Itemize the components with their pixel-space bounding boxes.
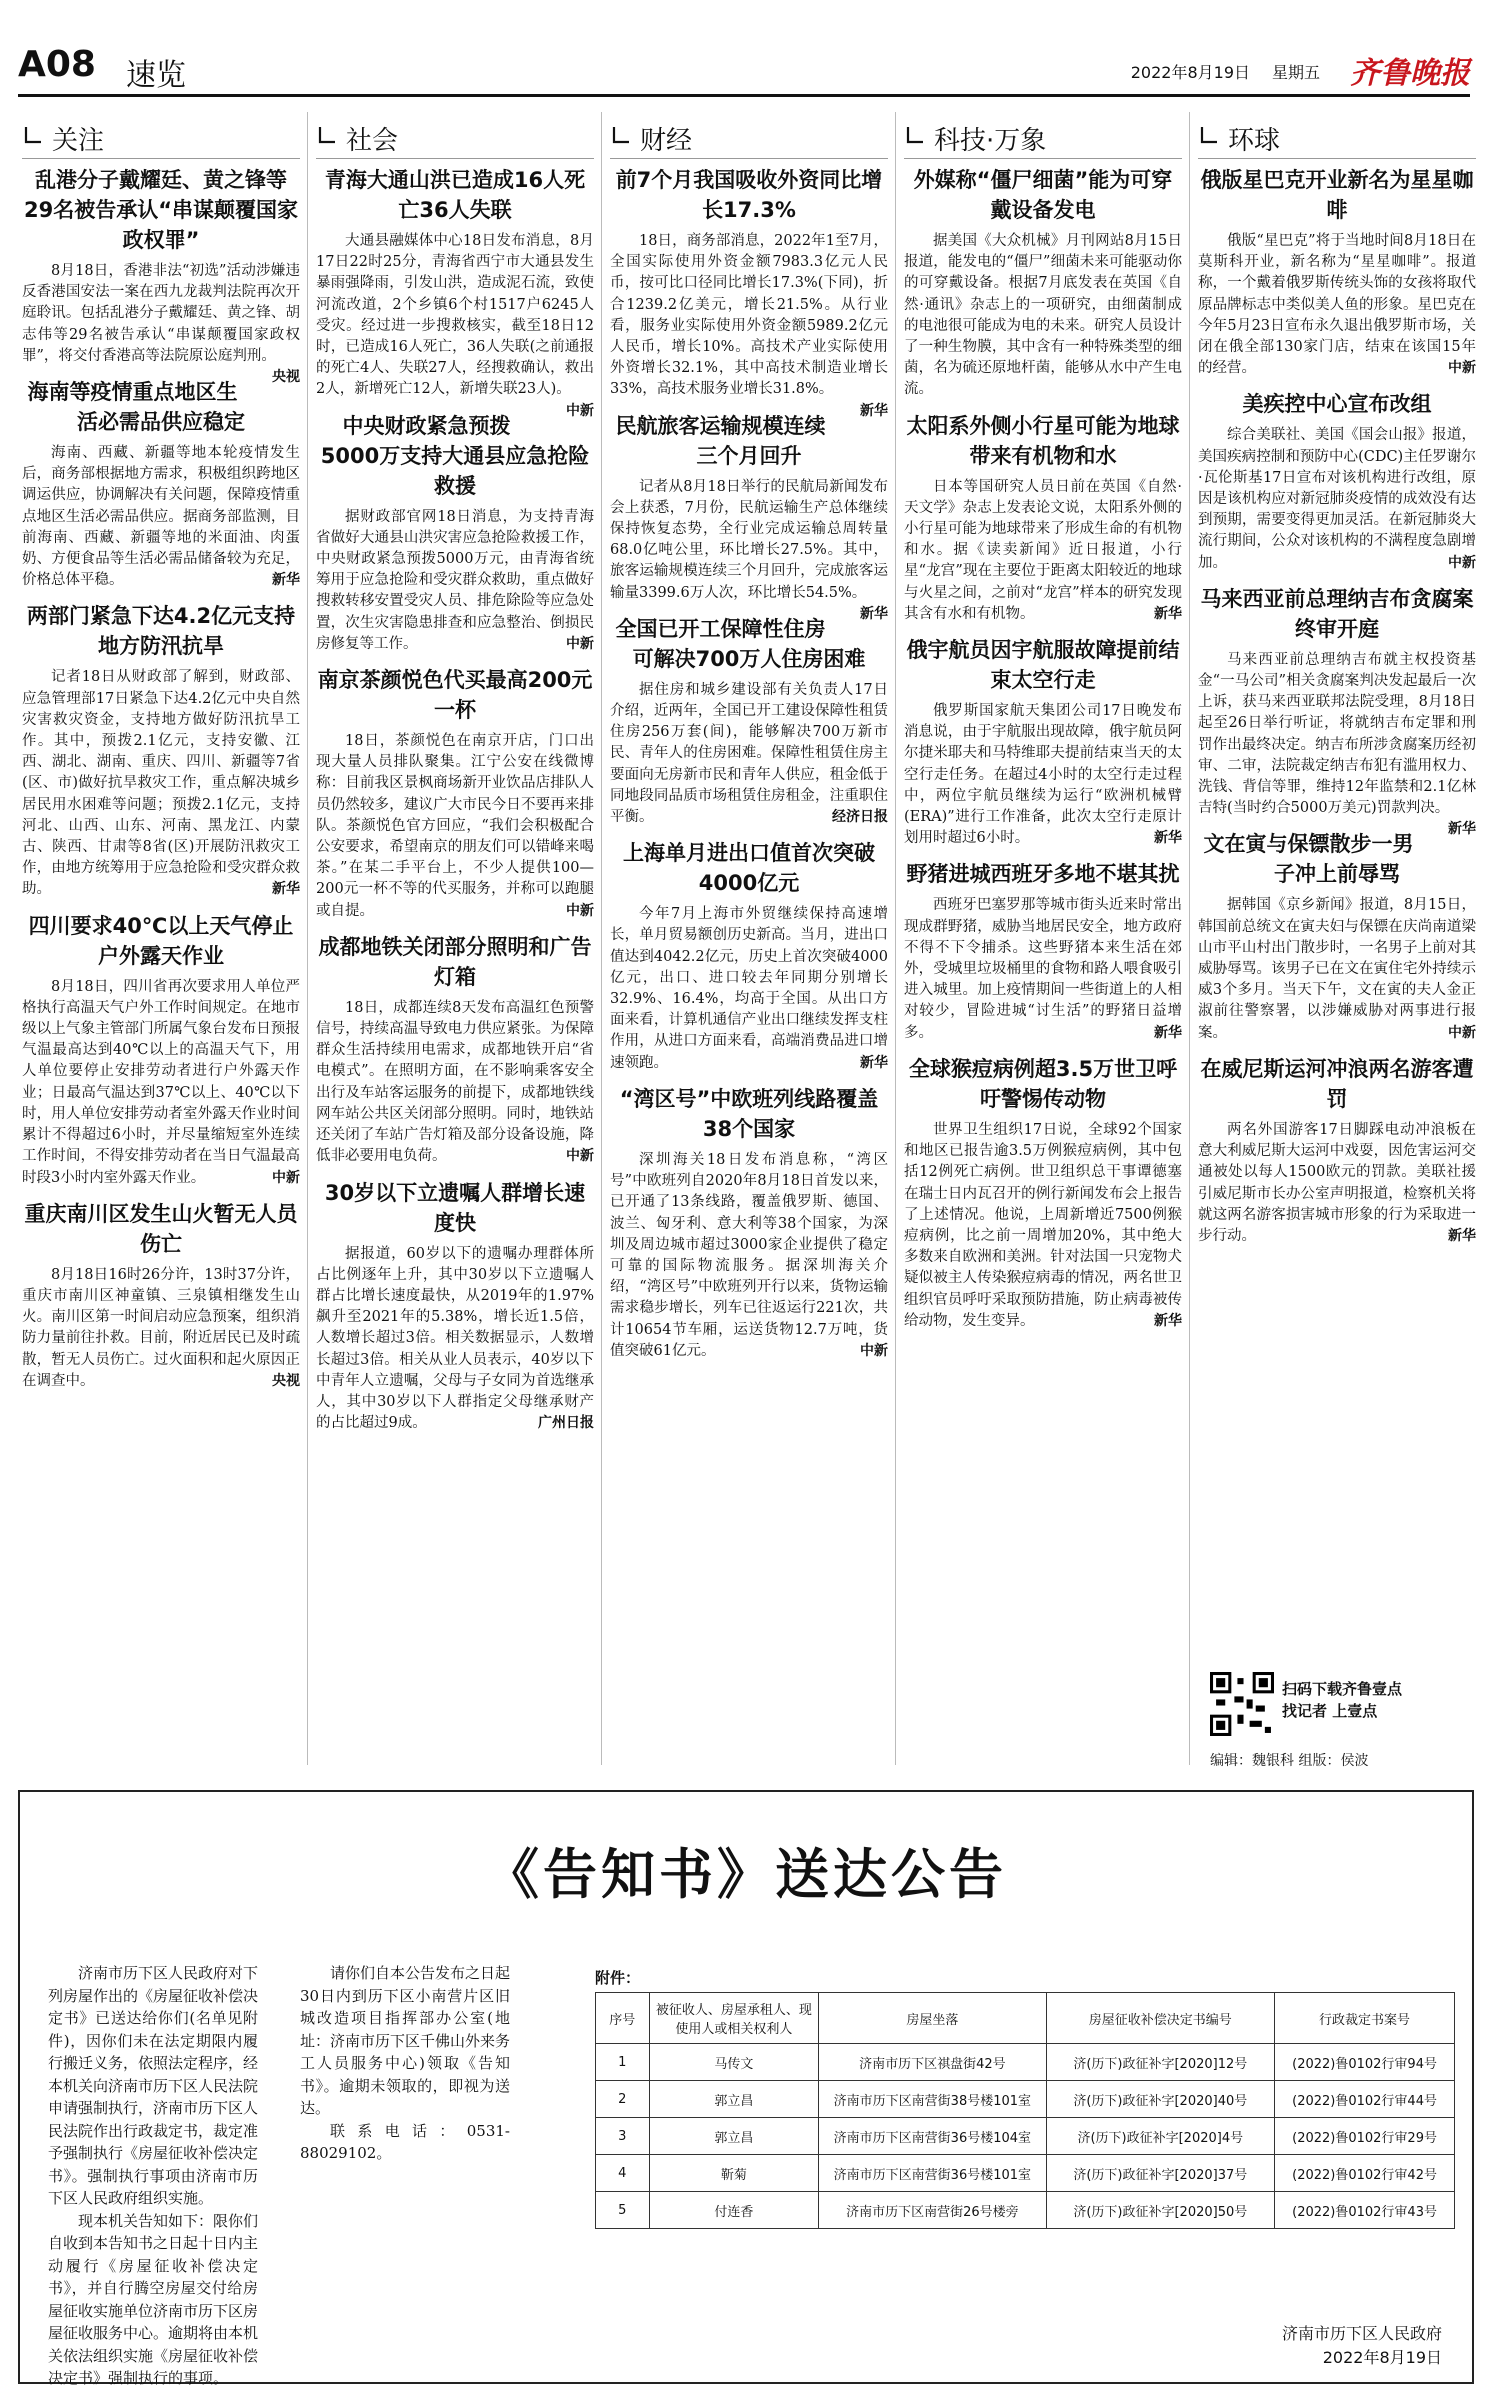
table-cell: 济南市历下区南营街26号楼旁 <box>819 2192 1046 2229</box>
editor-credit: 编辑：魏银科 组版：侯波 <box>1210 1753 1369 1769</box>
article-headline[interactable]: 中央财政紧急预拨5000万支持大通县应急抢险救援 <box>320 413 590 498</box>
article[interactable] <box>22 601 300 900</box>
article[interactable] <box>316 411 594 655</box>
article-headline[interactable]: 外媒称“僵尸细菌”能为可穿戴设备发电 <box>913 168 1173 222</box>
article-source: 中新 <box>272 1169 300 1186</box>
article-source: 新华 <box>860 605 888 622</box>
article[interactable] <box>1198 389 1476 573</box>
article-body: 记者从8月18日举行的民航局新闻发布会上获悉，7月份，民航运输生产总体继续保持恢复态势，全行业完成运输总周转量68.0亿吨公里，环比增长27.5%。其中，旅客运输规模连续三个月回升，完成旅客运输量3399.6万人次，环比增长54.5%。 新华 <box>610 477 888 604</box>
article[interactable] <box>610 1084 888 1362</box>
article-source: 中新 <box>566 635 594 652</box>
table-cell: 济南市历下区南营街36号楼104室 <box>819 2118 1046 2155</box>
article[interactable] <box>1198 1054 1476 1247</box>
column-title: 社会 <box>346 126 399 156</box>
table-cell: 济南市历下区南营街38号楼101室 <box>819 2081 1046 2118</box>
article-source: 央视 <box>272 369 300 386</box>
section-arrow-icon <box>22 124 44 146</box>
article-headline[interactable]: 在威尼斯运河冲浪两名游客遭罚 <box>1200 1056 1474 1111</box>
article-headline[interactable]: 美疾控中心宣布改组 <box>1242 392 1432 417</box>
table-cell: 济南市历下区祺盘街42号 <box>819 2044 1046 2081</box>
article-headline[interactable]: 四川要求40℃以上天气停止户外露天作业 <box>28 913 294 968</box>
notice-title: 《告知书》送达公告 <box>485 1843 1007 1906</box>
issue-date: 2022年8月19日 <box>1130 63 1250 82</box>
article[interactable] <box>610 165 888 419</box>
table-cell: 靳菊 <box>649 2155 819 2192</box>
article-source: 中新 <box>860 1342 888 1359</box>
table-cell: (2022)鲁0102行审42号 <box>1275 2155 1455 2192</box>
article-body: 据住房和城乡建设部有关负责人17日介绍，近两年，全国已开工建设保障性租赁住房256万套(间)，能够解决700万新市民、青年人的住房困难。保障性租赁住房主要面向无房新市民和青年人供应，租金低于同地段同品质市场租赁住房租金，注重职住平衡。 经济日报 <box>610 680 888 828</box>
article[interactable] <box>1198 165 1476 379</box>
column-header <box>904 112 1182 159</box>
legal-notice <box>18 1790 1474 2387</box>
article-body: 海南、西藏、新疆等地本轮疫情发生后，商务部根据地方需求，积极组织跨地区调运供应，协调解决有关问题，保障疫情重点地区生活必需品供应。据商务部监测，目前海南、西藏、新疆等地的米面油、肉蛋奶、方便食品等生活必需品储备较为充足，价格总体平稳。 新华 <box>22 443 300 591</box>
table-header-cell: 房屋坐落 <box>819 1993 1046 2044</box>
article[interactable] <box>316 1178 594 1435</box>
article-source: 新华 <box>1154 830 1182 847</box>
article-source: 中新 <box>566 1148 594 1165</box>
article-body: 大通县融媒体中心18日发布消息，8月17日22时25分，青海省西宁市大通县发生暴雨强降雨，引发山洪，造成泥石流，致使河流改道，2个乡镇6个村1517户6245人受灾。经过进一步搜救核实，截至18日12时，已造成16人死亡，36人失联(之前通报的死亡4人、失联27人，经搜救确认，救出2人，新增死亡12人，新增失联23人)。 中新 <box>316 231 594 401</box>
table-cell: 济(历下)政征补字[2020]4号 <box>1046 2118 1275 2155</box>
article-headline[interactable]: “湾区号”中欧班列线路覆盖38个国家 <box>619 1086 879 1141</box>
article[interactable] <box>22 377 300 591</box>
news-column <box>22 112 300 1402</box>
article[interactable] <box>904 165 1182 401</box>
article-body: 今年7月上海市外贸继续保持高速增长，单月贸易额创历史新高。当月，进出口值达到4042.2亿元，历史上首次突破4000亿元，出口、进口较去年同期分别增长32.9%、16.4%，均高于全国。从出口方面来看，计算机通信产业出口继续发挥支柱作用，从进口方面来看，高端消费品进口增速领跑。 新华 <box>610 904 888 1074</box>
notice-text-col: 济南市历下区人民政府对下列房屋作出的《房屋征收补偿决定书》已送达给你们(名单见附件)，因你们未在法定期限内履行搬迁义务，依照法定程序，经本机关向济南市历下区人民法院申请强制执行，济南市历下区人民法院作出行政裁定书，裁定准予强制执行《房屋征收补偿决定书》。强制执行事项由济南市历下区人民政府组织实施。 现本机关告知如下：限你们自收到本告知书之日起十日内主动履行《房屋征收补偿决定书》，并自行腾空房屋交付给房屋征收实施单位济南市历下区房屋征收服务中心。逾期将由本机关依法组织实施《房屋征收补偿决定书》强制执行的事项。 <box>48 1964 259 2387</box>
news-column <box>610 112 888 1372</box>
table-cell: 济(历下)政征补字[2020]40号 <box>1046 2081 1275 2118</box>
article-headline[interactable]: 30岁以下立遗嘱人群增长速度快 <box>324 1180 586 1235</box>
table-header-cell: 被征收人、房屋承租人、现使用人或相关权利人 <box>649 1993 819 2044</box>
article-body: 马来西亚前总理纳吉布就主权投资基金“一马公司”相关贪腐案判决发起最后一次上诉，获马来西亚联邦法院受理，8月18日起至26日举行听证，将就纳吉布定罪和刑罚作出最终决定。纳吉布所涉贪腐案历经初审、二审，法院裁定纳吉布犯有滥用权力、洗钱、背信等罪，维持12年监禁和2.1亿林吉特(当时约合5000万美元)罚款判决。 新华 <box>1198 650 1476 820</box>
article-body: 据财政部官网18日消息，为支持青海省做好大通县山洪灾害应急抢险救援工作，中央财政紧急预拨5000万元，由青海省统筹用于应急抢险和受灾群众救助，重点做好搜救转移安置受灾人员、排危除险等应急处置，次生灾害隐患排查和应急整治、倒损民房修复等工作。 中新 <box>316 507 594 655</box>
table-cell: 付连香 <box>649 2192 819 2229</box>
article[interactable] <box>904 859 1182 1043</box>
table-cell: 济(历下)政征补字[2020]12号 <box>1046 2044 1275 2081</box>
table-cell: 4 <box>596 2155 650 2192</box>
article-body: 18日，茶颜悦色在南京开店，门口出现大量人员排队聚集。江宁公安在线微博称：目前我区景枫商场新开业饮品店排队人员仍然较多，建议广大市民今日不要再来排队。茶颜悦色官方回应，“我们会积极配合公安要求，希望南京的朋友们可以错峰来喝茶。”在某二手平台上，不少人提供100—200元一杯不等的代买服务，并称可以跑腿或自提。 中新 <box>316 731 594 922</box>
section-name: 速览 <box>126 58 186 93</box>
section-arrow-icon <box>610 124 632 146</box>
article-headline[interactable]: 前7个月我国吸收外资同比增长17.3% <box>615 168 883 222</box>
table-row <box>596 2192 1455 2229</box>
article-headline[interactable]: 青海大通山洪已造成16人死亡36人失联 <box>324 168 586 222</box>
issue-weekday: 星期五 <box>1271 63 1320 82</box>
article-headline[interactable]: 重庆南川区发生山火暂无人员伤亡 <box>24 1201 298 1256</box>
table-cell: 3 <box>596 2118 650 2155</box>
column-title: 财经 <box>640 126 693 156</box>
page-number: A08 <box>18 44 96 85</box>
article[interactable] <box>610 838 888 1074</box>
column-header <box>1198 112 1476 159</box>
article-source: 新华 <box>860 402 888 419</box>
column-divider <box>1189 112 1190 1765</box>
news-column <box>1198 112 1476 1257</box>
table-row <box>596 2118 1455 2155</box>
table-row <box>596 2155 1455 2192</box>
table-cell: 2 <box>596 2081 650 2118</box>
article-source: 新华 <box>272 881 300 898</box>
article-source: 新华 <box>1448 821 1476 838</box>
notice-signature: 济南市历下区人民政府 2022年8月19日 <box>1281 2324 1442 2367</box>
article-source: 中新 <box>1448 360 1476 377</box>
article[interactable] <box>610 614 888 828</box>
article-headline[interactable]: 上海单月进出口值首次突破4000亿元 <box>623 841 875 896</box>
article[interactable] <box>610 411 888 622</box>
notice-text-col: 请你们自本公告发布之日起30日内到历下区小南营片区旧城改造项目指挥部办公室(地址：济南市历下区千佛山外来务工人员服务中心)领取《告知书》。逾期未领取的，即视为送达。 联系电话：0531-88029102。 <box>300 1964 511 2162</box>
column-header <box>22 112 300 159</box>
table-header-cell: 序号 <box>596 1993 650 2044</box>
article-headline[interactable]: 成都地铁关闭部分照明和广告灯箱 <box>318 934 592 989</box>
article-headline[interactable]: 海南等疫情重点地区生活必需品供应稳定 <box>27 380 245 435</box>
table-cell: 郭立昌 <box>649 2118 819 2155</box>
section-arrow-icon <box>1198 124 1220 146</box>
article-headline[interactable]: 乱港分子戴耀廷、黄之锋等29名被告承认“串谋颠覆国家政权罪” <box>23 168 299 252</box>
article-source: 新华 <box>1448 1227 1476 1244</box>
article-body: 俄版“星巴克”将于当地时间8月18日在莫斯科开业，新名称为“星星咖啡”。报道称，一个戴着俄罗斯传统头饰的女孩将取代原品牌标志中类似美人鱼的形象。星巴克在今年5月23日宣布永久退出俄罗斯市场，关闭在俄全部130家门店，结束在该国15年的经营。 中新 <box>1198 231 1476 379</box>
news-column <box>316 112 594 1444</box>
article[interactable] <box>316 932 594 1168</box>
table-cell: 济(历下)政征补字[2020]37号 <box>1046 2155 1275 2192</box>
article-body: 世界卫生组织17日说，全球92个国家和地区已报告逾3.5万例猴痘病例，其中包括12例死亡病例。世卫组织总干事谭德塞在瑞士日内瓦召开的例行新闻发布会上报告了上述情况。他说，上周新增近7500例猴痘病例，比之前一周增加20%，其中绝大多数来自欧洲和美洲。针对法国一只宠物犬疑似被主人传染猴痘病毒的情况，两名世卫组织官员呼吁采取预防措施，防止病毒被传给动物，发生变异。 新华 <box>904 1120 1182 1332</box>
article-source: 新华 <box>860 1054 888 1071</box>
section-arrow-icon <box>316 124 338 146</box>
qr-code-icon[interactable] <box>1210 1672 1274 1736</box>
article[interactable] <box>904 1054 1182 1332</box>
article-headline[interactable]: 全国已开工保障性住房可解决700万人住房困难 <box>615 616 866 671</box>
article[interactable] <box>904 635 1182 849</box>
article-headline[interactable]: 俄版星巴克开业新名为星星咖啡 <box>1200 168 1474 222</box>
qr-caption: 扫码下载齐鲁壹点 找记者 上壹点 <box>1282 1680 1403 1720</box>
article-headline[interactable]: 俄宇航员因宇航服故障提前结束太空行走 <box>906 638 1180 693</box>
table-cell: 济(历下)政征补字[2020]50号 <box>1046 2192 1275 2229</box>
article[interactable] <box>22 911 300 1189</box>
article[interactable] <box>1198 829 1476 1043</box>
article-headline[interactable]: 太阳系外侧小行星可能为地球带来有机物和水 <box>906 413 1180 468</box>
section-arrow-icon <box>904 124 926 146</box>
article-source: 中新 <box>1448 1024 1476 1041</box>
article-headline[interactable]: 文在寅与保镖散步一男子冲上前辱骂 <box>1203 832 1414 887</box>
column-divider <box>601 112 602 1765</box>
article-body: 据韩国《京乡新闻》报道，8月15日，韩国前总统文在寅夫妇与保镖在庆尚南道梁山市平山村出门散步时，一名男子上前对其威胁辱骂。该男子已在文在寅住宅外持续示威3个多月。当天下午，文在寅的夫人金正淑前往警察署，以涉嫌威胁对两事进行报案。 中新 <box>1198 895 1476 1043</box>
article-source: 广州日报 <box>538 1415 594 1432</box>
table-cell: (2022)鲁0102行审44号 <box>1275 2081 1455 2118</box>
table-cell: 郭立昌 <box>649 2081 819 2118</box>
article[interactable] <box>316 665 594 922</box>
masthead <box>18 38 1470 97</box>
article-body: 深圳海关18日发布消息称，“湾区号”中欧班列自2020年8月18日首发以来，已开通了13条线路，覆盖俄罗斯、德国、波兰、匈牙利、意大利等38个国家，为深圳及周边城市超过3000家企业提供了稳定可靠的国际物流服务。据深圳海关介绍，“湾区号”中欧班列开行以来，货物运输需求稳步增长，列车已往返运行221次，共计10654节车厢，运送货物12.7万吨，货值突破61亿元。 中新 <box>610 1150 888 1362</box>
table-header-cell: 行政裁定书案号 <box>1275 1993 1455 2044</box>
article-source: 中新 <box>1448 554 1476 571</box>
article[interactable] <box>22 165 300 386</box>
article-body: 两名外国游客17日脚踩电动冲浪板在意大利威尼斯大运河中戏耍，因危害运河交通被处以每人1500欧元的罚款。美联社援引威尼斯市长办公室声明报道，检察机关将就这两名游客损害城市形象的行为采取进一步行动。 新华 <box>1198 1120 1476 1247</box>
article-body: 18日，成都连续8天发布高温红色预警信号，持续高温导致电力供应紧张。为保障群众生活持续用电需求，成都地铁开启“省电模式”。在照明方面，在不影响乘客安全出行及车站客运服务的前提下，成都地铁线网车站公共区关闭部分照明。同时，地铁站还关闭了车站广告灯箱及部分设备设施，降低非必要用电负荷。 中新 <box>316 998 594 1168</box>
column-title: 关注 <box>52 126 105 156</box>
article[interactable] <box>1198 584 1476 838</box>
table-cell: 济南市历下区南营街36号楼101室 <box>819 2155 1046 2192</box>
article-body: 18日，商务部消息，2022年1至7月，全国实际使用外资金额7983.3亿元人民币，按可比口径同比增长17.3%(下同)，折合1239.2亿美元，增长21.5%。从行业看，服务业实际使用外资金额5989.2亿元人民币，增长10%。高技术产业实际使用外资增长32.1%，其中高技术制造业增长33%，高技术服务业增长31.8%。 新华 <box>610 231 888 401</box>
column-title: 环球 <box>1228 126 1281 156</box>
article-source: 央视 <box>272 1372 300 1389</box>
article-source: 新华 <box>1154 1024 1182 1041</box>
article-source: 新华 <box>272 572 300 589</box>
article-headline[interactable]: 野猪进城西班牙多地不堪其扰 <box>906 862 1180 887</box>
article-source: 中新 <box>566 402 594 419</box>
article-headline[interactable]: 南京茶颜悦色代买最高200元一杯 <box>317 668 593 723</box>
article-headline[interactable]: 马来西亚前总理纳吉布贪腐案终审开庭 <box>1200 586 1474 641</box>
article-body: 8月18日16时26分许，13时37分许，重庆市南川区神童镇、三泉镇相继发生山火。南川区第一时间启动应急预案，组织消防力量前往扑救。目前，附近居民已及时疏散，暂无人员伤亡。过火面积和起火原因正在调查中。 央视 <box>22 1265 300 1392</box>
article-body: 8月18日，四川省再次要求用人单位严格执行高温天气户外工作时间规定。在地市级以上气象主管部门所属气象台发布日预报气温最高达到40℃以上的高温天气下，用人单位要停止安排劳动者进行户外露天作业；日最高气温达到37℃以上、40℃以下时，用人单位安排劳动者室外露天作业时间累计不得超过6小时，并尽量缩短室外连续工作时间，不得安排劳动者在当日气温最高时段3小时内室外露天作业。 中新 <box>22 977 300 1189</box>
article-body: 8月18日，香港非法“初选”活动涉嫌违反香港国安法一案在西九龙裁判法院再次开庭聆讯。包括乱港分子戴耀廷、黄之锋、胡志伟等29名被告承认“串谋颠覆国家政权罪”，将交付香港高等法院原讼庭判刑。 央视 <box>22 261 300 367</box>
column-divider <box>895 112 896 1765</box>
table-header-cell: 房屋征收补偿决定书编号 <box>1046 1993 1275 2044</box>
article-body: 记者18日从财政部了解到，财政部、应急管理部17日紧急下达4.2亿元中央自然灾害救灾资金，支持地方做好防汛抗旱工作。其中，预拨2.1亿元，支持安徽、江西、湖北、湖南、重庆、四川、新疆等7省(区、市)做好抗旱救灾工作，重点解决城乡居民用水困难等问题；预拨2.1亿元，支持河北、山西、山东、河南、黑龙江、内蒙古、陕西、甘肃等8省(区)开展防汛救灾工作，由地方统筹用于应急抢险和受灾群众救助。 新华 <box>22 667 300 900</box>
article-body: 俄罗斯国家航天集团公司17日晚发布消息说，由于宇航服出现故障，俄宇航员阿尔捷米耶夫和马特维耶夫提前结束当天的太空行走任务。在超过4小时的太空行走过程中，两位宇航员继续为运行“欧洲机械臂(ERA)”进行工作准备，此次太空行走原计划用时超过6小时。 新华 <box>904 701 1182 849</box>
article[interactable] <box>904 411 1182 625</box>
article-source: 新华 <box>1154 1312 1182 1329</box>
table-cell: (2022)鲁0102行审43号 <box>1275 2192 1455 2229</box>
attachment-label: 附件： <box>595 1969 641 1987</box>
table-cell: 1 <box>596 2044 650 2081</box>
table-cell: (2022)鲁0102行审29号 <box>1275 2118 1455 2155</box>
article[interactable] <box>22 1199 300 1392</box>
newspaper-logo: 齐鲁晚报 <box>1350 56 1470 91</box>
article-headline[interactable]: 全球猴痘病例超3.5万世卫呼吁警惕传动物 <box>908 1056 1178 1111</box>
article[interactable] <box>316 165 594 419</box>
article-headline[interactable]: 民航旅客运输规模连续三个月回升 <box>615 413 826 468</box>
article-body: 西班牙巴塞罗那等城市街头近来时常出现成群野猪，威胁当地居民安全，地方政府不得不下令捕杀。这些野猪本来生活在郊外，受城里垃圾桶里的食物和路人喂食吸引进入城里。加上疫情期间一些街道上的人相对较少，冒险进城“讨生活”的野猪日益增多。 新华 <box>904 895 1182 1043</box>
table-cell: (2022)鲁0102行审94号 <box>1275 2044 1455 2081</box>
table-row <box>596 2081 1455 2118</box>
article-body: 日本等国研究人员日前在英国《自然·天文学》杂志上发表论文说，太阳系外侧的小行星可能为地球带来了形成生命的有机物和水。据《读卖新闻》近日报道，小行星“龙宫”现在主要位于距离太阳较近的地球与火星之间，之前对“龙宫”样本的研究发现其含有水和有机物。 新华 <box>904 477 1182 625</box>
article-headline[interactable]: 两部门紧急下达4.2亿元支持地方防汛抗旱 <box>26 604 296 659</box>
table-cell: 5 <box>596 2192 650 2229</box>
column-divider <box>307 112 308 1765</box>
notice-table <box>595 1992 1455 2229</box>
table-row <box>596 2044 1455 2081</box>
article-source: 新华 <box>1154 605 1182 622</box>
article-body: 据报道，60岁以下的遗嘱办理群体所占比例逐年上升，其中30岁以下立遗嘱人群占比增长速度最快，从2019年的1.97%飙升至2021年的5.38%，增长近1.5倍，人数增长超过3倍。相关数据显示，人数增长超过3倍。相关从业人员表示，40岁以下中青年人立遗嘱，父母与子女同为首选继承人，其中30岁以下人群指定父母继承财产的占比超过9成。 广州日报 <box>316 1244 594 1435</box>
news-column <box>904 112 1182 1342</box>
column-header <box>610 112 888 159</box>
table-cell: 马传文 <box>649 2044 819 2081</box>
article-body: 综合美联社、美国《国会山报》报道，美国疾病控制和预防中心(CDC)主任罗谢尔·瓦伦斯基17日宣布对该机构进行改组，原因是该机构应对新冠肺炎疫情的成效没有达到预期，需要变得更加灵活。在新冠肺炎大流行期间，公众对该机构的不满程度急剧增加。 中新 <box>1198 425 1476 573</box>
column-header <box>316 112 594 159</box>
column-title: 科技·万象 <box>934 126 1047 156</box>
article-source: 经济日报 <box>832 809 888 826</box>
article-source: 中新 <box>566 902 594 919</box>
article-body: 据美国《大众机械》月刊网站8月15日报道，能发电的“僵尸”细菌未来可能驱动你的可穿戴设备。根据7月底发表在英国《自然·通讯》杂志上的一项研究，由细菌制成的电池很可能成为电的未来。研究人员设计了一种生物膜，其中含有一种特殊类型的细菌，名为硫还原地杆菌，能够从水中产生电流。 <box>904 233 1182 398</box>
